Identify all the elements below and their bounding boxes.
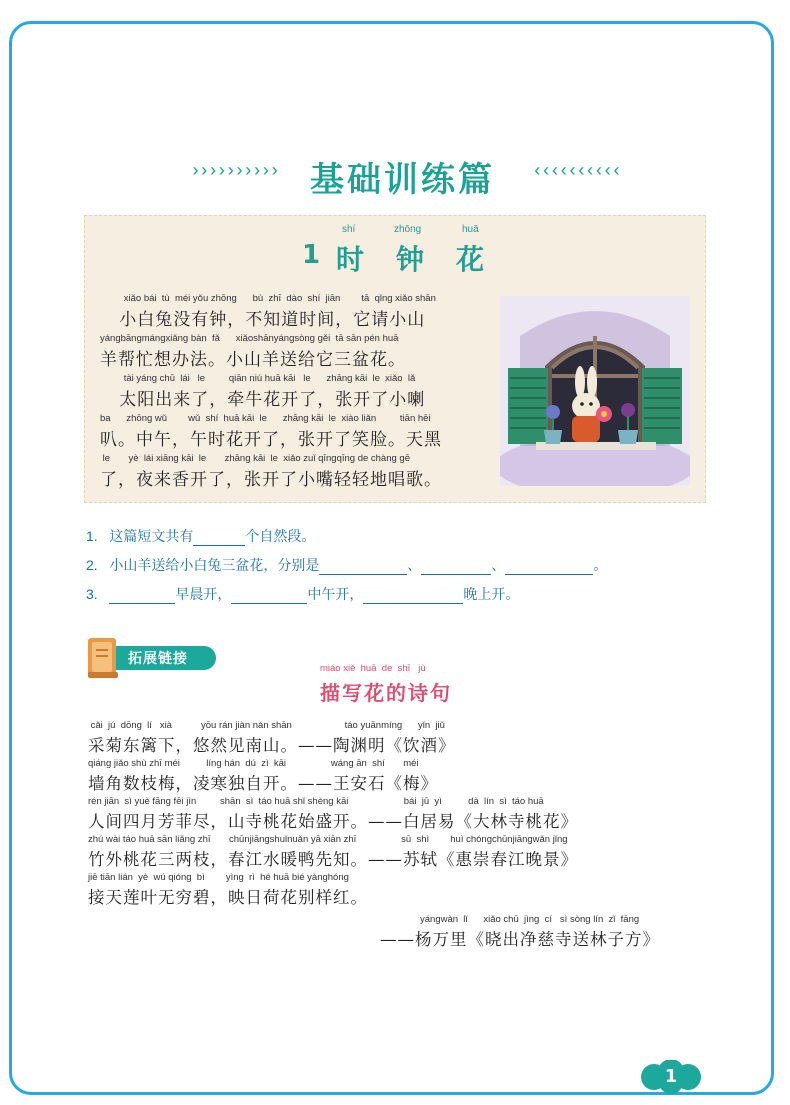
question-text: 早晨开， (175, 586, 232, 602)
poem-line-text: 人间四月芳菲尽，山寺桃花始盛开。——白居易《大林寺桃花》 (88, 812, 578, 831)
story-line-pinyin: le yè lái xiāng kāi le zhāng kāi le xiǎo zuǐ qīngqīng de chàng gē (100, 453, 410, 464)
poem-line-pinyin: zhú wài táo huā sān liǎng zhī chūnjiāngshuǐnuǎn yā xiān zhī sū shì huì chóngchūnjiāngwǎn jǐng (88, 834, 568, 845)
poem-line-text: 采菊东篱下，悠然见南山。——陶渊明《饮酒》 (88, 736, 456, 755)
question-2 (86, 555, 706, 584)
story-line (100, 373, 500, 413)
question-text: 个自然段。 (245, 528, 316, 544)
page-number: 1 (664, 1066, 678, 1087)
poem-line (88, 872, 708, 910)
attribution-pinyin: yángwàn lǐ xiǎo chū jìng cí sì sòng lín zǐ fāng (420, 914, 640, 925)
answer-blank[interactable] (421, 560, 491, 575)
question-1 (86, 526, 706, 555)
attribution-text: ——杨万里《晓出净慈寺送林子方》 (380, 930, 660, 949)
question-text: 晚上开。 (463, 586, 520, 602)
question-text: 小山羊送给小白兔三盆花，分别是 (109, 557, 320, 573)
answer-blank[interactable] (193, 531, 245, 546)
question-end: 。 (593, 557, 608, 573)
poem-line-text: 接天莲叶无穷碧，映日荷花别样红。 (88, 888, 368, 907)
story-line (100, 293, 500, 333)
question-3 (86, 584, 706, 613)
questions-section (86, 526, 706, 613)
poem-title-pinyin: miáo xiě huā de shī jù (320, 663, 426, 674)
poem-title-text: 描写花的诗句 (320, 681, 452, 705)
poems-list (88, 720, 708, 910)
separator: 、 (407, 557, 422, 573)
question-number: 2. (86, 557, 98, 573)
poem-line-pinyin: cǎi jú dōng lí xià yōu rán jiàn nán shān táo yuānmíng yǐn jiǔ (88, 720, 445, 731)
poem-line-text: 竹外桃花三两枝，春江水暖鸭先知。——苏轼《惠崇春江晚景》 (88, 850, 578, 869)
story-line-pinyin: tài yáng chū lái le qiān niú huā kāi le zhāng kāi le xiǎo lǎ (100, 373, 416, 384)
answer-blank[interactable] (109, 589, 175, 604)
poem-line-pinyin: qiáng jiǎo shù zhī méi líng hán dú zì kāi wáng ān shí méi (88, 758, 419, 769)
story-line (100, 453, 500, 493)
poem-attribution (380, 914, 700, 954)
page-number-badge (640, 1060, 702, 1094)
answer-blank[interactable] (231, 589, 307, 604)
lesson-title-pinyin-1: shí (342, 224, 356, 235)
lesson-title (290, 224, 510, 280)
section-header (0, 152, 790, 198)
story-line-text: 太阳出来了，牵牛花开了，张开了小喇 (100, 390, 426, 410)
book-icon (86, 636, 122, 680)
question-number: 1. (86, 528, 98, 544)
extension-badge (86, 636, 216, 680)
story-line-text: 了，夜来香开了，张开了小嘴轻轻地唱歌。 (100, 470, 442, 490)
question-text: 中午开， (307, 586, 364, 602)
story-line-text: 叭。中午，午时花开了，张开了笑脸。天黑 (100, 430, 442, 450)
lesson-title-char-1: 时 (336, 243, 365, 276)
poem-line (88, 720, 708, 758)
answer-blank[interactable] (505, 560, 593, 575)
section-title: 基础训练篇 (310, 160, 495, 200)
rabbit-window-illustration (500, 296, 690, 486)
answer-blank[interactable] (319, 560, 407, 575)
right-arrows-decoration: ‹‹‹‹‹‹‹‹‹‹ (532, 162, 621, 182)
story-line (100, 333, 500, 373)
lesson-number: 1 (302, 240, 321, 270)
poem-line-pinyin: rén jiān sì yuè fāng fēi jìn shān sì táo huā shǐ shèng kāi bái jū yì dà lín sì táo huā (88, 796, 544, 807)
extension-label: 拓展链接 (128, 651, 188, 667)
story-line-pinyin: ba zhōng wǔ wǔ shí huā kāi le zhāng kāi le xiào liǎn tiān hēi (100, 413, 431, 424)
poem-line (88, 796, 708, 834)
poem-line (88, 834, 708, 872)
lesson-title-char-2: 钟 (396, 243, 425, 276)
poem-line (88, 758, 708, 796)
lesson-title-pinyin-3: huā (462, 224, 479, 235)
story-line-text: 小白兔没有钟，不知道时间，它请小山 (100, 310, 426, 330)
story-line (100, 413, 500, 453)
lesson-title-pinyin-2: zhōng (394, 224, 422, 235)
answer-blank[interactable] (363, 589, 463, 604)
poem-line-text: 墙角数枝梅，凌寒独自开。——王安石《梅》 (88, 774, 438, 793)
question-text: 这篇短文共有 (109, 528, 194, 544)
story-line-text: 羊帮忙想办法。小山羊送给它三盆花。 (100, 350, 406, 370)
question-number: 3. (86, 586, 98, 602)
story-line-pinyin: yángbāngmángxiǎng bàn fǎ xiǎoshānyángsòng gěi tā sān pén huā (100, 333, 399, 344)
poem-line-pinyin: jiē tiān lián yè wú qióng bì yìng rì hé huā bié yànghóng (88, 872, 349, 883)
lesson-title-char-3: 花 (456, 243, 485, 276)
story-line-pinyin: xiǎo bái tù méi yǒu zhōng bù zhī dào shí jiān tā qǐng xiǎo shān (100, 293, 436, 304)
left-arrows-decoration: ›››››››››› (190, 162, 279, 182)
separator: 、 (491, 557, 506, 573)
story-text (100, 293, 500, 493)
